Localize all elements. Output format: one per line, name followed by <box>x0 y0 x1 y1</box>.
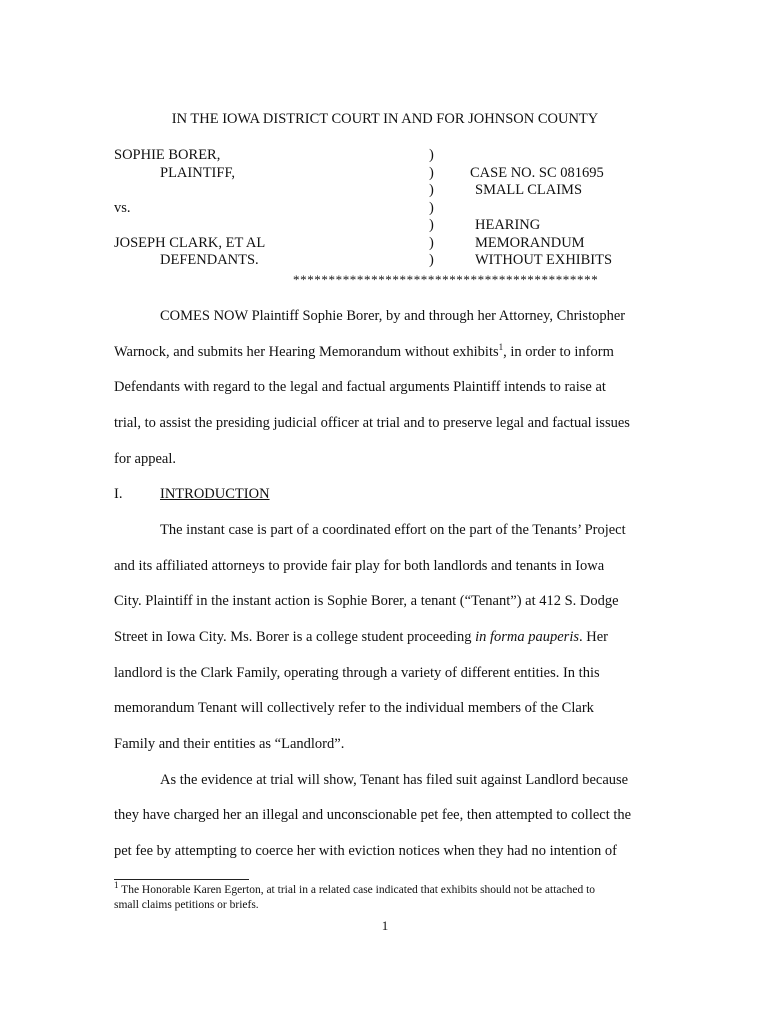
defendant-role: DEFENDANTS. <box>160 252 259 268</box>
para2-line-5: landlord is the Clark Family, operating through a variety of different entities. In this <box>114 665 600 681</box>
doc-title-1: HEARING <box>475 217 541 233</box>
caption-case-info <box>470 147 612 270</box>
para3-line-2: they have charged her an illegal and unconscionable pet fee, then attempted to collect the <box>114 807 632 823</box>
intro-line-4: trial, to assist the presiding judicial officer at trial and to preserve legal and factual issues <box>114 415 630 431</box>
para2-line-3: City. Plaintiff in the instant action is Sophie Borer, a tenant (“Tenant”) at 412 S. Dodge <box>114 593 619 609</box>
intro-line-2-rest: , in order to inform <box>503 344 614 360</box>
footnote-divider <box>114 879 249 880</box>
intro-line-2-text: Warnock, and submits her Hearing Memorandum without exhibits <box>114 344 499 360</box>
para2-line-1: The instant case is part of a coordinated effort on the part of the Tenants’ Project <box>160 522 626 538</box>
paren: ) <box>429 147 434 163</box>
section-title: INTRODUCTION <box>160 486 270 502</box>
paren: ) <box>429 252 434 268</box>
para3-line-1: As the evidence at trial will show, Tenant has filed suit against Landlord because <box>160 772 629 788</box>
versus: vs. <box>114 199 131 216</box>
footnote-ref: 1 <box>498 342 504 353</box>
blank-line <box>114 217 265 235</box>
blank-line <box>470 200 612 218</box>
para2-line-4-rest: . Her <box>579 629 608 645</box>
footnote-line-2: small claims petitions or briefs. <box>114 899 259 911</box>
defendant-name: JOSEPH CLARK, ET AL <box>114 234 266 251</box>
caption-separator: ******************************************* <box>293 272 599 287</box>
intro-line-1: COMES NOW Plaintiff Sophie Borer, by and through her Attorney, Christopher <box>160 308 626 324</box>
para2-line-2: and its affiliated attorneys to provide fair play for both landlords and tenants in Iowa <box>114 558 605 574</box>
para2-line-4 <box>114 629 608 646</box>
para2-line-6: memorandum Tenant will collectively refer to the individual members of the Clark <box>114 700 594 716</box>
para2-line-4-text: Street in Iowa City. Ms. Borer is a college student proceeding <box>114 629 476 645</box>
paren: ) <box>429 234 434 251</box>
footnote-marker: 1 <box>114 880 119 891</box>
section-number: I. <box>114 486 123 502</box>
paren: ) <box>429 199 434 216</box>
doc-title-3: WITHOUT EXHIBITS <box>475 252 613 268</box>
plaintiff-role: PLAINTIFF, <box>160 164 235 181</box>
caption-parentheses <box>429 147 434 270</box>
doc-title-2: MEMORANDUM <box>475 234 585 251</box>
footnote-line-1 <box>114 880 596 896</box>
caption-parties <box>114 147 265 270</box>
blank-line <box>470 147 612 165</box>
intro-line-2 <box>114 344 614 361</box>
para3-line-3: pet fee by attempting to coerce her with eviction notices when they had no intention of <box>114 843 617 859</box>
paren: ) <box>429 164 434 181</box>
paren: ) <box>429 217 434 233</box>
paren: ) <box>429 182 434 198</box>
latin-phrase: in forma pauperis <box>475 629 579 645</box>
plaintiff-name: SOPHIE BORER, <box>114 147 221 163</box>
case-number: CASE NO. SC 081695 <box>470 164 604 181</box>
intro-line-3: Defendants with regard to the legal and factual arguments Plaintiff intends to raise at <box>114 379 606 395</box>
intro-line-5: for appeal. <box>114 451 176 467</box>
footnote-text: The Honorable Karen Egerton, at trial in a related case indicated that exhibits should not be attached to <box>118 884 596 896</box>
page-number: 1 <box>381 918 389 933</box>
para2-line-7: Family and their entities as “Landlord”. <box>114 736 345 752</box>
blank-line <box>114 182 265 200</box>
court-heading: IN THE IOWA DISTRICT COURT IN AND FOR JOHNSON COUNTY <box>171 111 599 127</box>
case-type: SMALL CLAIMS <box>475 182 583 198</box>
